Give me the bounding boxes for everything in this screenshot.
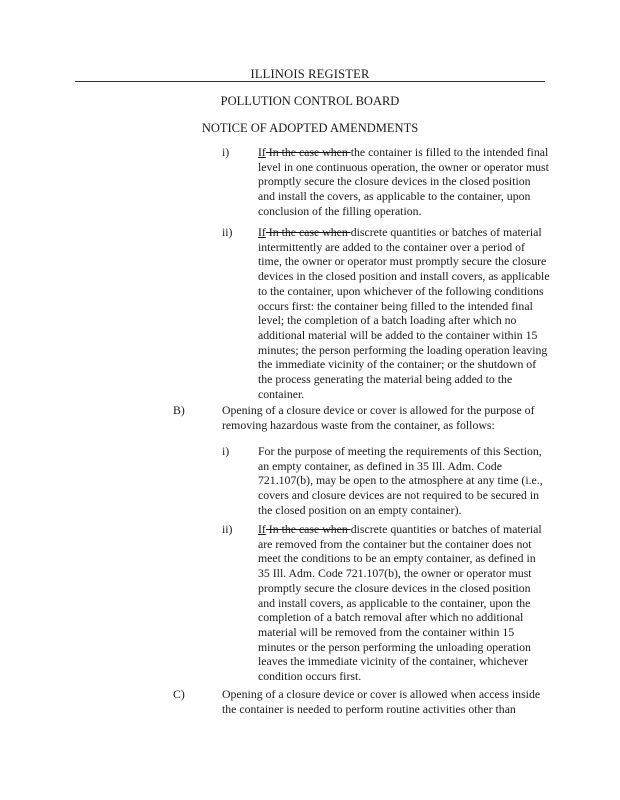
item-text: the container is filled to the intended final level in one continuous operation, the owner or operator must promptly secure the closure devices in the closed position and install the covers, as applicable to the container, upon conclusion of the filling operation. [258,145,549,218]
item-text: discrete quantities or batches of material are removed from the container but the container does not meet the conditions to be an empty container, as defined in 35 Ill. Adm. Code 721.107(b), the owner or operator must promptly secure the closure devices in the closed position and install covers, as applicable to the container, upon the completion of a batch removal after which no additional material will be removed from the container within 15 minutes or the person performing the unloading operation leaves the immediate vicinity of the container, whichever condition occurs first. [258,522,542,684]
notice-title: NOTICE OF ADOPTED AMENDMENTS [201,121,419,135]
register-title: ILLINOIS REGISTER [250,67,370,81]
list-item [258,444,550,518]
list-item [258,225,550,401]
deleted-text: In the case when [265,145,351,159]
list-item [258,522,550,684]
item-text: Opening of a closure device or cover is allowed when access inside the container is needed to perform routine activities other than [222,687,541,716]
header-rule [75,81,545,82]
item-label: C) [173,687,185,701]
board-name: POLLUTION CONTROL BOARD [220,94,400,108]
item-text: Opening of a closure device or cover is allowed for the purpose of removing hazardous waste from the container, as follows: [222,403,535,432]
list-item [222,687,550,716]
inserted-text: If [258,225,266,239]
item-label: ii) [222,522,233,536]
list-item [258,145,550,219]
deleted-text: In the case when [265,522,351,536]
deleted-text: In the case when [265,225,351,239]
inserted-text: If [258,522,266,536]
item-text: discrete quantities or batches of material intermittently are added to the container over a period of time, the owner or operator must promptly secure the closure devices in the closed position and install covers, as applicable to the container, upon whichever of the following conditions occurs first: the container being filled to the intended final level; the completion of a batch loading after which no additional material will be added to the container within 15 minutes; the person performing the loading operation leaving the immediate vicinity of the container; or the shutdown of the process generating the material being added to the container. [258,225,550,401]
item-label: ii) [222,225,233,239]
inserted-text: If [258,145,266,159]
item-label: i) [222,444,230,458]
item-text: For the purpose of meeting the requirements of this Section, an empty container, as defined in 35 Ill. Adm. Code 721.107(b), may be open to the atmosphere at any time (i.e., covers and closure devices are not required to be secured in the closed position on an empty container). [258,444,543,517]
item-label: B) [173,403,185,417]
list-item [222,403,550,432]
item-label: i) [222,145,230,159]
